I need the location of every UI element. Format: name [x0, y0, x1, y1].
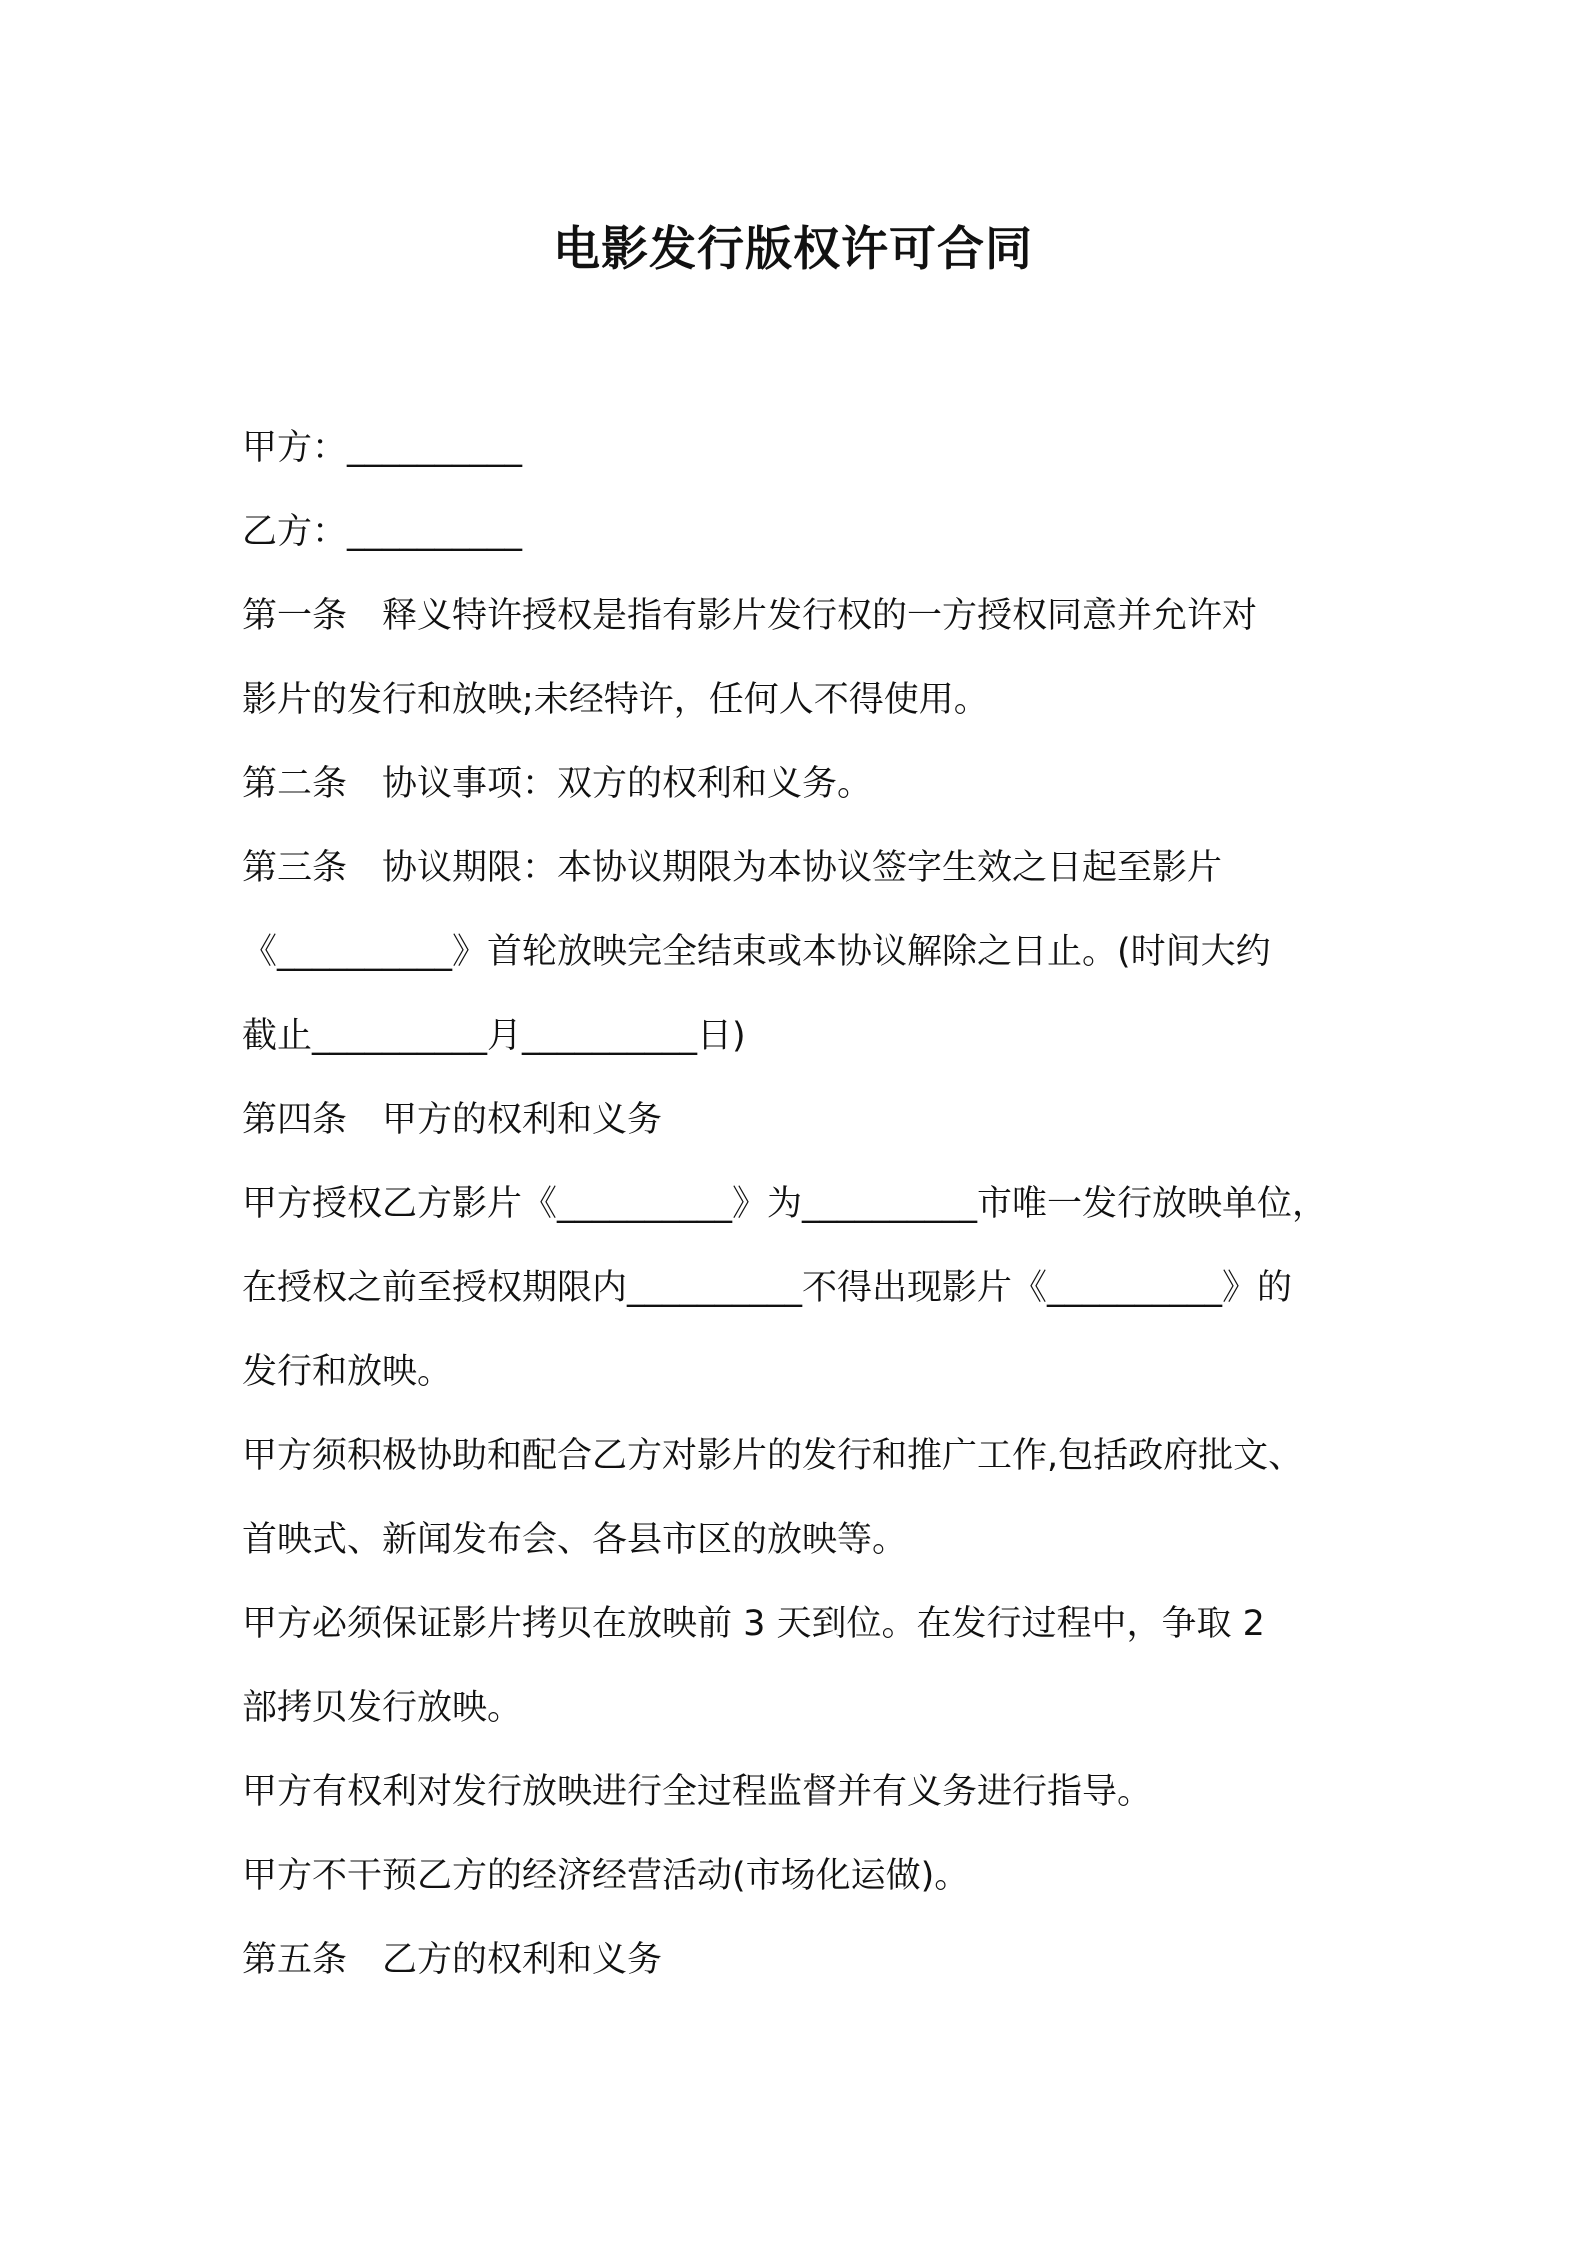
- party-a-line: 甲方：__________: [242, 428, 523, 468]
- contract-body: [242, 406, 1382, 2002]
- article-4-heading: 第四条 甲方的权利和义务: [242, 1100, 663, 1140]
- article-4-para-1-line-2: 在授权之前至授权期限内__________不得出现影片《__________》的: [242, 1268, 1293, 1308]
- article-4-para-4-line: 甲方有权利对发行放映进行全过程监督并有义务进行指导。: [242, 1772, 1153, 1812]
- article-3-line-2: 《__________》首轮放映完全结束或本协议解除之日止。(时间大约: [242, 932, 1271, 972]
- article-2-line: 第二条 协议事项：双方的权利和义务。: [242, 764, 873, 804]
- article-4-para-5-line: 甲方不干预乙方的经济经营活动(市场化运做)。: [242, 1856, 970, 1896]
- article-4-para-1-line-1: 甲方授权乙方影片《__________》为__________市唯一发行放映单位，: [242, 1184, 1328, 1224]
- article-4-para-3-line-2: 部拷贝发行放映。: [242, 1688, 523, 1728]
- article-4-para-2-line-2: 首映式、新闻发布会、各县市区的放映等。: [242, 1520, 908, 1560]
- document-title: 电影发行版权许可合同: [553, 222, 1033, 277]
- article-4-para-2-line-1: 甲方须积极协助和配合乙方对影片的发行和推广工作,包括政府批文、: [242, 1436, 1304, 1476]
- article-4-para-3-line-1: 甲方必须保证影片拷贝在放映前 3 天到位。在发行过程中，争取 2: [242, 1604, 1265, 1644]
- article-3-line-3: 截止__________月__________日): [242, 1016, 746, 1056]
- party-b-line: 乙方：__________: [242, 512, 523, 552]
- article-1-line-2: 影片的发行和放映;未经特许，任何人不得使用。: [242, 680, 989, 720]
- article-3-line-1: 第三条 协议期限：本协议期限为本协议签字生效之日起至影片: [242, 848, 1223, 888]
- article-4-para-1-line-3: 发行和放映。: [242, 1352, 453, 1392]
- article-5-heading: 第五条 乙方的权利和义务: [242, 1940, 663, 1980]
- article-1-line-1: 第一条 释义特许授权是指有影片发行权的一方授权同意并允许对: [242, 596, 1258, 636]
